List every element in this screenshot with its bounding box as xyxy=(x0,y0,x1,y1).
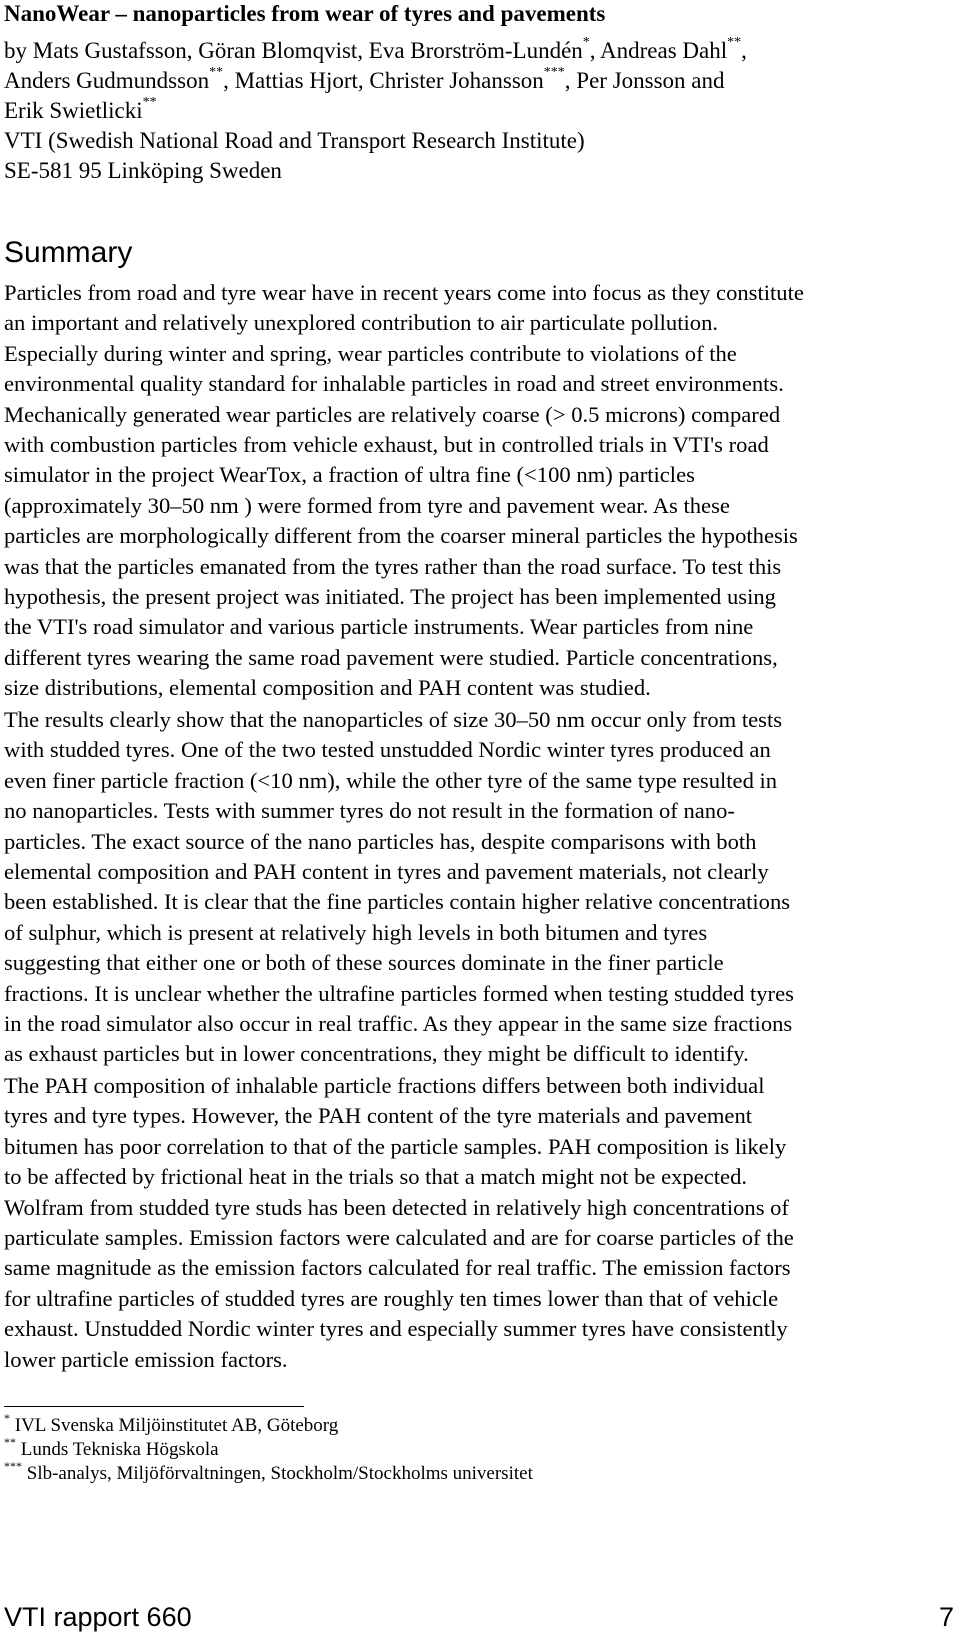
author-block xyxy=(4,36,747,186)
text-line: Particles from road and tyre wear have in recent years come into focus as they constitute xyxy=(4,280,804,305)
text-line: an important and relatively unexplored contribution to air particulate pollution. xyxy=(4,310,719,336)
text-line: Mechanically generated wear particles are relatively coarse (> 0.5 microns) compared xyxy=(4,401,781,427)
text-line: size distributions, elemental composition and PAH content was studied. xyxy=(4,675,651,701)
author-line-2 xyxy=(4,66,747,96)
footnote-divider xyxy=(4,1406,304,1407)
author-text: , xyxy=(741,38,747,63)
text-line: The PAH composition of inhalable particle fractions differs between both individual xyxy=(4,1073,765,1098)
footnote-mark: *** xyxy=(4,1458,22,1473)
author-text: by Mats Gustafsson, Göran Blomqvist, Eva Brorström-Lundén xyxy=(4,38,583,63)
footnote xyxy=(4,1434,533,1462)
author-line-3 xyxy=(4,96,747,126)
text-line: as exhaust particles but in lower concentrations, they might be difficult to identify. xyxy=(4,1041,749,1067)
report-number: VTI rapport 660 xyxy=(4,1602,192,1632)
text-line: with combustion particles from vehicle exhaust, but in controlled trials in VTI's road xyxy=(4,432,769,458)
paragraph xyxy=(4,1071,954,1375)
text-line: same magnitude as the emission factors calculated for real traffic. The emission factors xyxy=(4,1255,791,1281)
footnote-mark: *** xyxy=(543,65,565,81)
text-line: for ultrafine particles of studded tyres are roughly ten times lower than that of vehicle xyxy=(4,1285,779,1311)
footnote xyxy=(4,1458,533,1486)
text-line: lower particle emission factors. xyxy=(4,1346,288,1372)
text-line: been established. It is clear that the fine particles contain higher relative concentrations xyxy=(4,889,791,915)
text-line: fractions. It is unclear whether the ultrafine particles formed when testing studded tyres xyxy=(4,980,794,1006)
text-line: tyres and tyre types. However, the PAH content of the tyre materials and pavement xyxy=(4,1103,753,1129)
text-line: no nanoparticles. Tests with summer tyres do not result in the formation of nano- xyxy=(4,798,735,824)
text-line: to be affected by frictional heat in the trials so that a match might not be expected. xyxy=(4,1164,748,1190)
text-line: in the road simulator also occur in real traffic. As they appear in the same size fractions xyxy=(4,1011,793,1037)
summary-heading: Summary xyxy=(4,236,133,269)
footnote-text: Lunds Tekniska Högskola xyxy=(16,1439,219,1460)
text-line: of sulphur, which is present at relatively high levels in both bitumen and tyres xyxy=(4,919,708,945)
text-line: particulate samples. Emission factors were calculated and are for coarse particles of the xyxy=(4,1225,794,1251)
author-line-1 xyxy=(4,36,747,66)
text-line: suggesting that either one or both of these sources dominate in the finer particle xyxy=(4,950,724,976)
footnote xyxy=(4,1410,533,1438)
text-line: environmental quality standard for inhalable particles in road and street environments. xyxy=(4,371,784,397)
footnote-mark: ** xyxy=(142,95,157,111)
text-line: Wolfram from studded tyre studs has been detected in relatively high concentrations of xyxy=(4,1194,789,1220)
text-line: The results clearly show that the nanoparticles of size 30–50 nm occur only from tests xyxy=(4,707,783,732)
author-text: Erik Swietlicki xyxy=(4,98,143,123)
text-line: elemental composition and PAH content in tyres and pavement materials, not clearly xyxy=(4,859,769,885)
text-line: hypothesis, the present project was initiated. The project has been implemented using xyxy=(4,584,776,610)
footnote-mark: ** xyxy=(727,35,742,51)
footnote-text: Slb-analys, Miljöförvaltningen, Stockholm/Stockholms universitet xyxy=(22,1463,533,1484)
author-text: , Mattias Hjort, Christer Johansson xyxy=(223,68,544,93)
document-title: NanoWear – nanoparticles from wear of tyres and pavements xyxy=(4,1,606,26)
text-line: was that the particles emanated from the tyres rather than the road surface. To test this xyxy=(4,553,782,579)
text-line: particles are morphologically different from the coarser mineral particles the hypothesis xyxy=(4,523,798,549)
footnote-mark: * xyxy=(582,35,590,51)
institute-line: VTI (Swedish National Road and Transport Research Institute) xyxy=(4,128,585,153)
footnote-mark: ** xyxy=(209,65,224,81)
footnote-text: IVL Svenska Miljöinstitutet AB, Göteborg xyxy=(10,1415,339,1436)
paragraph xyxy=(4,705,954,1070)
text-line: (approximately 30–50 nm ) were formed from tyre and pavement wear. As these xyxy=(4,492,730,518)
author-text: , Andreas Dahl xyxy=(589,38,728,63)
text-line: bitumen has poor correlation to that of the particle samples. PAH composition is likely xyxy=(4,1133,787,1159)
text-line: even finer particle fraction (<10 nm), while the other tyre of the same type resulted in xyxy=(4,767,778,793)
paragraph xyxy=(4,278,954,704)
footnote-mark: * xyxy=(4,1410,10,1425)
text-line: simulator in the project WearTox, a fraction of ultra fine (<100 nm) particles xyxy=(4,462,695,488)
author-text: , Per Jonsson and xyxy=(564,68,725,93)
text-line: Especially during winter and spring, wear particles contribute to violations of the xyxy=(4,340,737,366)
author-text: Anders Gudmundsson xyxy=(4,68,210,93)
address-line: SE-581 95 Linköping Sweden xyxy=(4,158,282,183)
footnotes xyxy=(4,1410,533,1486)
footnote-mark: ** xyxy=(4,1434,16,1449)
text-line: different tyres wearing the same road pavement were studied. Particle concentrations, xyxy=(4,644,778,670)
text-line: particles. The exact source of the nano particles has, despite comparisons with both xyxy=(4,828,757,854)
text-line: with studded tyres. One of the two tested unstudded Nordic winter tyres produced an xyxy=(4,737,771,763)
text-line: the VTI's road simulator and various particle instruments. Wear particles from nine xyxy=(4,614,754,640)
page-number: 7 xyxy=(938,1602,954,1632)
text-line: exhaust. Unstudded Nordic winter tyres and especially summer tyres have consistently xyxy=(4,1316,788,1342)
